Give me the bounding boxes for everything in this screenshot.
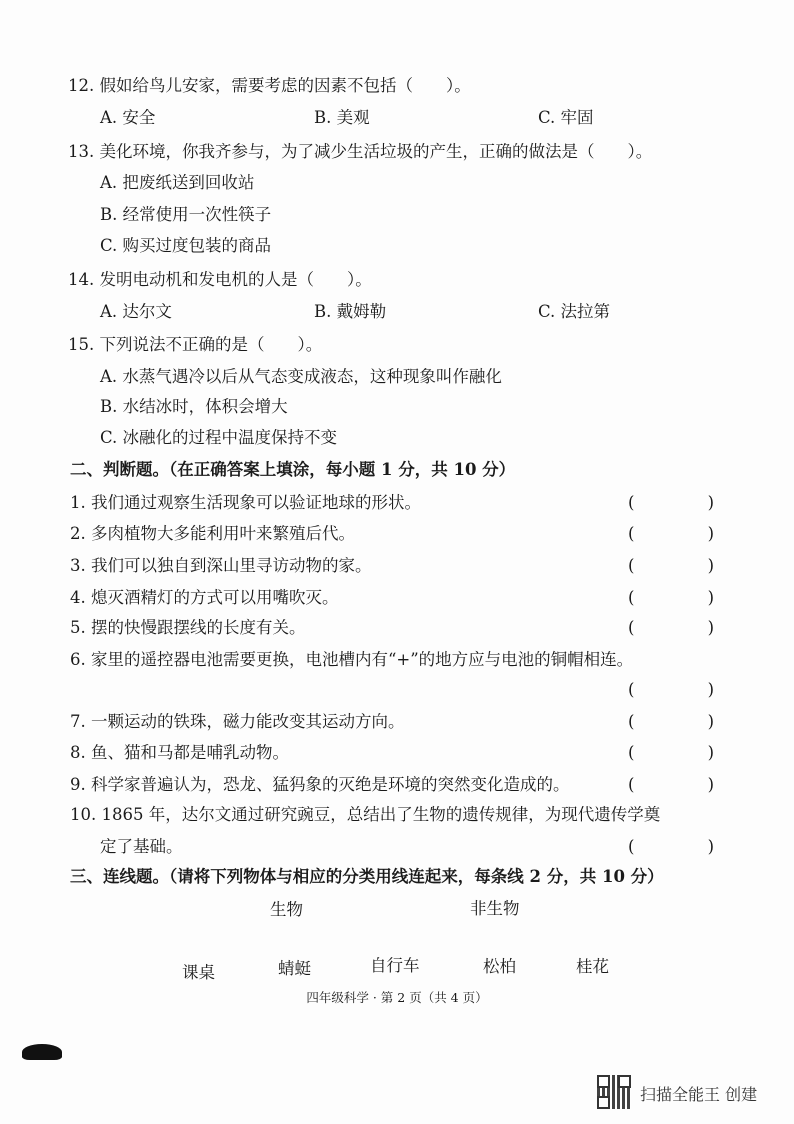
- tf-answer-blank-7[interactable]: [628, 711, 714, 733]
- paren-open: (: [628, 743, 635, 762]
- paren-open: (: [628, 712, 635, 731]
- paren-open: (: [628, 775, 635, 794]
- tf-item-8: 8. 鱼、猫和马都是哺乳动物。: [70, 743, 289, 762]
- section3-title: 三、连线题。（请将下列物体与相应的分类用线连起来，每条线 2 分，共 10 分）: [70, 867, 664, 886]
- q14-stem: 14. 发明电动机和发电机的人是（ ）。: [68, 270, 372, 289]
- q12-option-c[interactable]: C. 牢固: [538, 108, 594, 127]
- paren-open: (: [628, 556, 635, 575]
- object-dragonfly[interactable]: 蜻蜓: [278, 959, 311, 978]
- tf-answer-blank-3[interactable]: [628, 555, 714, 577]
- paren-close: ): [707, 618, 714, 637]
- page-footer: 四年级科学 · 第 2 页（共 4 页）: [306, 990, 488, 1005]
- q12-option-b[interactable]: B. 美观: [314, 108, 370, 127]
- q14-option-c[interactable]: C. 法拉第: [538, 302, 611, 321]
- tf-answer-blank-5[interactable]: [628, 617, 714, 639]
- tf-answer-blank-4[interactable]: [628, 587, 714, 609]
- tf-answer-blank-9[interactable]: [628, 774, 714, 796]
- paren-open: (: [628, 524, 635, 543]
- q15-option-a[interactable]: A. 水蒸气遇冷以后从气态变成液态，这种现象叫作融化: [100, 367, 502, 386]
- tf-item-9: 9. 科学家普遍认为，恐龙、猛犸象的灭绝是环境的突然变化造成的。: [70, 775, 570, 794]
- q15-option-b[interactable]: B. 水结冰时，体积会增大: [100, 397, 288, 416]
- tf-answer-blank-8[interactable]: [628, 742, 714, 764]
- q13-option-b[interactable]: B. 经常使用一次性筷子: [100, 205, 272, 224]
- paren-open: (: [628, 837, 635, 856]
- q13-option-a[interactable]: A. 把废纸送到回收站: [100, 173, 255, 192]
- q14-option-b[interactable]: B. 戴姆勒: [314, 302, 387, 321]
- tf-item-2: 2. 多肉植物大多能利用叶来繁殖后代。: [70, 524, 355, 543]
- paren-close: ): [707, 775, 714, 794]
- tf-answer-blank-6[interactable]: [628, 679, 714, 701]
- tf-item-10-continuation: 定了基础。: [100, 837, 183, 856]
- category-nonliving[interactable]: 非生物: [470, 899, 520, 918]
- object-pine-cypress[interactable]: 松柏: [483, 957, 516, 976]
- q15-option-c[interactable]: C. 冰融化的过程中温度保持不变: [100, 428, 338, 447]
- section2-title: 二、判断题。（在正确答案上填涂，每小题 1 分，共 10 分）: [70, 460, 516, 479]
- q13-stem: 13. 美化环境，你我齐参与，为了减少生活垃圾的产生，正确的做法是（ ）。: [68, 142, 653, 161]
- tf-item-4: 4. 熄灭酒精灯的方式可以用嘴吹灭。: [70, 588, 339, 607]
- q13-option-c[interactable]: C. 购买过度包装的商品: [100, 236, 272, 255]
- q15-stem: 15. 下列说法不正确的是（ ）。: [68, 335, 323, 354]
- category-living[interactable]: 生物: [270, 900, 303, 919]
- tf-answer-blank-1[interactable]: [628, 492, 714, 514]
- tf-item-5: 5. 摆的快慢跟摆线的长度有关。: [70, 618, 306, 637]
- scanner-watermark: 扫描全能王 创建: [640, 1085, 758, 1104]
- object-desk[interactable]: 课桌: [182, 963, 215, 982]
- paren-close: ): [707, 680, 714, 699]
- paren-close: ): [707, 743, 714, 762]
- paren-close: ): [707, 493, 714, 512]
- q12-option-a[interactable]: A. 安全: [100, 108, 156, 127]
- object-bicycle[interactable]: 自行车: [370, 956, 420, 975]
- paren-close: ): [707, 712, 714, 731]
- paren-open: (: [628, 588, 635, 607]
- paren-close: ): [707, 588, 714, 607]
- tf-answer-blank-2[interactable]: [628, 523, 714, 545]
- q12-stem: 12. 假如给鸟儿安家，需要考虑的因素不包括（ ）。: [68, 76, 471, 95]
- qr-code-icon: [597, 1075, 631, 1109]
- paren-open: (: [628, 680, 635, 699]
- scan-artifact: [22, 1044, 62, 1060]
- tf-answer-blank-10[interactable]: [628, 836, 714, 858]
- tf-item-6: 6. 家里的遥控器电池需要更换，电池槽内有“+”的地方应与电池的铜帽相连。: [70, 650, 634, 669]
- paren-close: ): [707, 837, 714, 856]
- paren-close: ): [707, 524, 714, 543]
- object-osmanthus[interactable]: 桂花: [576, 957, 609, 976]
- paren-open: (: [628, 618, 635, 637]
- tf-item-10: 10. 1865 年，达尔文通过研究豌豆，总结出了生物的遗传规律，为现代遗传学奠: [70, 805, 661, 824]
- tf-item-1: 1. 我们通过观察生活现象可以验证地球的形状。: [70, 493, 421, 512]
- paren-open: (: [628, 493, 635, 512]
- tf-item-7: 7. 一颗运动的铁珠，磁力能改变其运动方向。: [70, 712, 405, 731]
- tf-item-3: 3. 我们可以独自到深山里寻访动物的家。: [70, 556, 372, 575]
- q14-option-a[interactable]: A. 达尔文: [100, 302, 172, 321]
- paren-close: ): [707, 556, 714, 575]
